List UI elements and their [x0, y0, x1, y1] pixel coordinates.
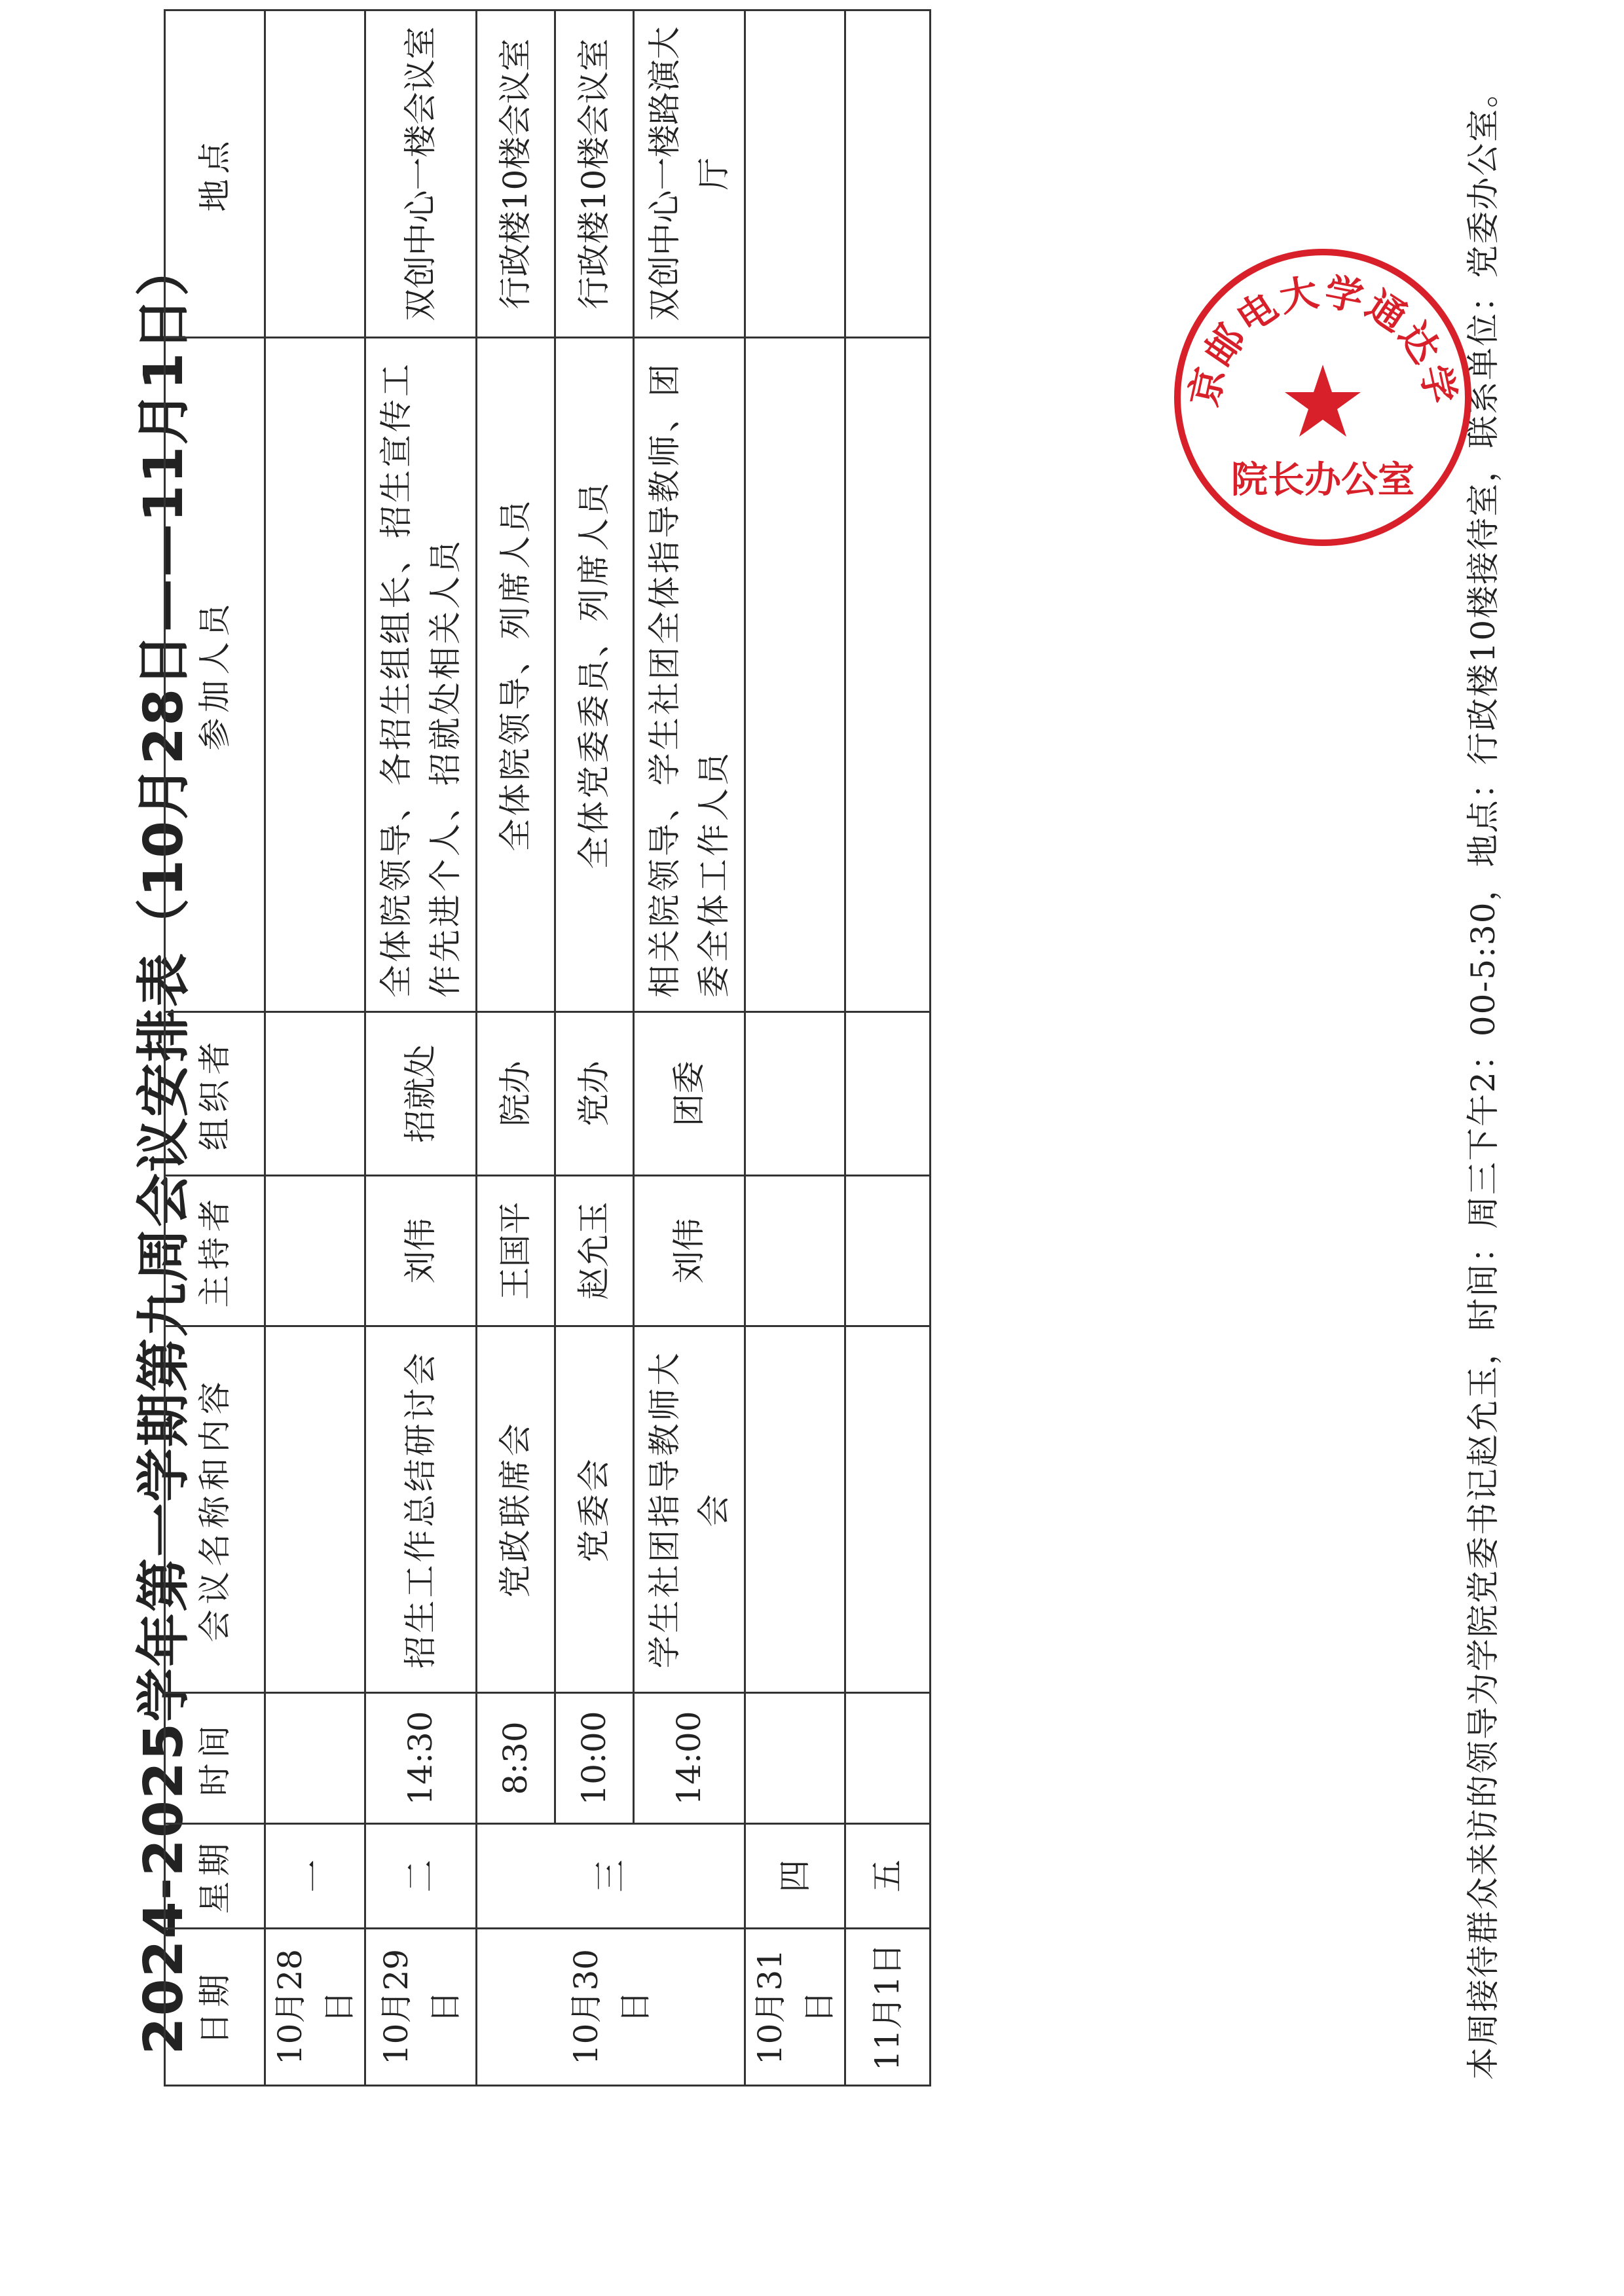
- cell-meeting: [745, 1326, 845, 1693]
- cell-organizer: [845, 1012, 931, 1176]
- header-time: 时间: [165, 1693, 265, 1824]
- cell-time: 10:00: [555, 1693, 634, 1824]
- cell-weekday: 二: [365, 1824, 477, 1929]
- cell-attendees: [745, 338, 845, 1012]
- cell-time: 14:30: [365, 1693, 477, 1824]
- cell-host: [265, 1176, 365, 1326]
- cell-weekday: 四: [745, 1824, 845, 1929]
- cell-meeting: [845, 1326, 931, 1693]
- cell-host: [845, 1176, 931, 1326]
- cell-attendees: 相关院领导、学生社团全体指导教师、团委全体工作人员: [634, 338, 745, 1012]
- meeting-schedule-table: [164, 9, 931, 2086]
- cell-meeting: 党政联席会: [477, 1326, 555, 1693]
- cell-organizer: [745, 1012, 845, 1176]
- table-row: [265, 10, 365, 2086]
- cell-attendees: 全体党委委员、列席人员: [555, 338, 634, 1012]
- cell-date: 10月30日: [477, 1929, 745, 2086]
- cell-organizer: 招就处: [365, 1012, 477, 1176]
- table-row: [477, 10, 555, 2086]
- cell-weekday: 五: [845, 1824, 931, 1929]
- cell-weekday: 三: [477, 1824, 745, 1929]
- table-row: [634, 10, 745, 2086]
- seal-graphic: [1172, 247, 1473, 548]
- table-row: [845, 10, 931, 2086]
- header-organizer: 组织者: [165, 1012, 265, 1176]
- cell-location: 双创中心一楼会议室: [365, 10, 477, 338]
- seal-inner-text: 院长办公室: [1231, 459, 1414, 501]
- cell-location: [265, 10, 365, 338]
- cell-host: 赵允玉: [555, 1176, 634, 1326]
- header-location: 地点: [165, 10, 265, 338]
- cell-host: 刘伟: [365, 1176, 477, 1326]
- cell-organizer: [265, 1012, 365, 1176]
- cell-host: 刘伟: [634, 1176, 745, 1326]
- cell-location: 行政楼10楼会议室: [555, 10, 634, 338]
- cell-attendees: [265, 338, 365, 1012]
- reception-note: 本周接待群众来访的领导为学院党委书记赵允玉，时间：周三下午2：00-5:30，地点：行政楼10楼接待室，联系单位：党委办公室。: [1464, 73, 1502, 2080]
- header-host: 主持者: [165, 1176, 265, 1326]
- seal-outer-text: 京邮电大学通达学: [1181, 269, 1464, 410]
- cell-meeting: 学生社团指导教师大会: [634, 1326, 745, 1693]
- cell-date: 11月1日: [845, 1929, 931, 2086]
- page-title: 2024-2025学年第一学期第九周会议安排表（10月28日——11月1日）: [133, 241, 195, 2055]
- cell-host: [745, 1176, 845, 1326]
- table-header-row: [165, 10, 265, 2086]
- table-row: [365, 10, 477, 2086]
- cell-attendees: [845, 338, 931, 1012]
- official-seal: [1172, 247, 1473, 548]
- cell-organizer: 团委: [634, 1012, 745, 1176]
- cell-time: 8:30: [477, 1693, 555, 1824]
- cell-organizer: 院办: [477, 1012, 555, 1176]
- cell-location: [745, 10, 845, 338]
- header-attendees: 参加人员: [165, 338, 265, 1012]
- cell-time: [265, 1693, 365, 1824]
- cell-organizer: 党办: [555, 1012, 634, 1176]
- cell-time: [745, 1693, 845, 1824]
- header-date: 日期: [165, 1929, 265, 2086]
- cell-location: 双创中心一楼路演大厅: [634, 10, 745, 338]
- cell-date: 10月31日: [745, 1929, 845, 2086]
- cell-time: 14:00: [634, 1693, 745, 1824]
- cell-meeting: [265, 1326, 365, 1693]
- cell-meeting: 招生工作总结研讨会: [365, 1326, 477, 1693]
- header-weekday: 星期: [165, 1824, 265, 1929]
- table-row: [745, 10, 845, 2086]
- cell-attendees: 全体院领导、列席人员: [477, 338, 555, 1012]
- cell-time: [845, 1693, 931, 1824]
- star-icon: [1285, 365, 1361, 437]
- cell-weekday: 一: [265, 1824, 365, 1929]
- header-meeting: 会议名称和内容: [165, 1326, 265, 1693]
- cell-date: 10月29日: [365, 1929, 477, 2086]
- cell-location: 行政楼10楼会议室: [477, 10, 555, 338]
- cell-host: 王国平: [477, 1176, 555, 1326]
- cell-date: 10月28日: [265, 1929, 365, 2086]
- cell-meeting: 党委会: [555, 1326, 634, 1693]
- cell-attendees: 全体院领导、各招生组组长、招生宣传工作先进个人、招就处相关人员: [365, 338, 477, 1012]
- table-row: [555, 10, 634, 2086]
- cell-location: [845, 10, 931, 338]
